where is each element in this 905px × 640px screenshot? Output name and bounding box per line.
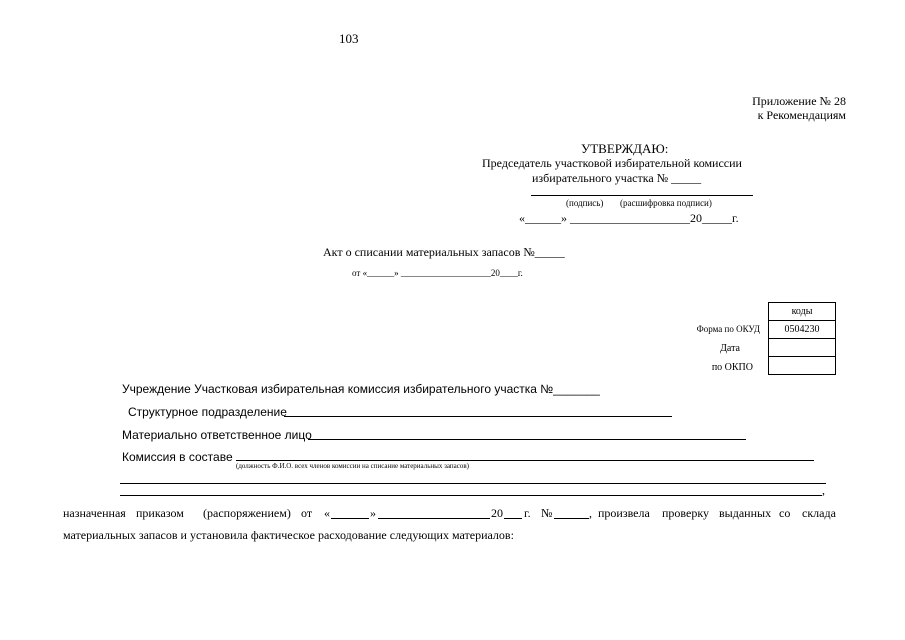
order-word: проверку [662,506,710,520]
responsible-line [308,439,746,440]
date-code-cell [769,339,836,357]
responsible-label: Материально ответственное лицо [122,428,312,442]
date-label: Дата [720,343,740,354]
commission-line-1 [236,460,814,461]
act-title: Акт о списании материальных запасов №_____ [323,245,565,259]
order-month-line [378,518,490,519]
commission-label: Комиссия в составе [122,450,233,464]
order-word: склада [802,506,836,520]
order-word: 20 [491,506,503,520]
order-word: назначенная [63,506,126,520]
order-word: произвела [598,506,650,520]
codes-header: коды [769,303,836,321]
institution-field: Учреждение Участковая избирательная комиссия избирательного участка №_______ [122,382,600,396]
approval-title: УТВЕРЖДАЮ: [581,141,669,156]
appendix-line-2: к Рекомендациям [757,108,846,122]
signature-caption: (подпись) [566,198,604,208]
order-word: № [541,506,553,520]
commission-comma: , [822,483,825,497]
order-word: со [779,506,791,520]
order-day-line [331,518,369,519]
page-number: 103 [339,31,359,46]
body-line-2: материальных запасов и установила фактическое расходование следующих материалов: [63,528,514,542]
division-label: Структурное подразделение [128,405,287,419]
approval-date-line: «______» ____________________20_____г. [519,211,739,225]
okud-code-cell: 0504230 [769,321,836,339]
order-word: « [324,506,330,520]
commission-line-2 [120,483,826,484]
order-word: г. [524,506,531,520]
okpo-label: по ОКПО [711,362,753,373]
order-word: (распоряжением) [203,506,291,520]
order-word: » [370,506,376,520]
order-word: , [589,506,592,520]
okpo-code-cell [769,357,836,375]
appendix-line-1: Приложение № 28 [752,94,846,108]
approval-district: избирательного участка № _____ [532,171,702,185]
order-word: выданных [719,506,772,520]
division-line [284,416,672,417]
order-year-line [504,518,522,519]
commission-line-3 [120,495,822,496]
order-number-line [554,518,589,519]
approval-position: Председатель участковой избирательной комиссии [482,156,742,170]
decode-caption: (расшифровка подписи) [620,198,712,208]
form-okud-label: Форма по ОКУД [696,324,760,334]
commission-caption: (должность Ф.И.О. всех членов комиссии на списание материальных запасов) [236,462,469,470]
order-word: приказом [136,506,184,520]
act-date-line: от «______» ____________________20____г. [352,268,523,278]
codes-table [768,302,836,375]
order-word: от [301,506,313,520]
approval-signature-line [531,195,753,196]
